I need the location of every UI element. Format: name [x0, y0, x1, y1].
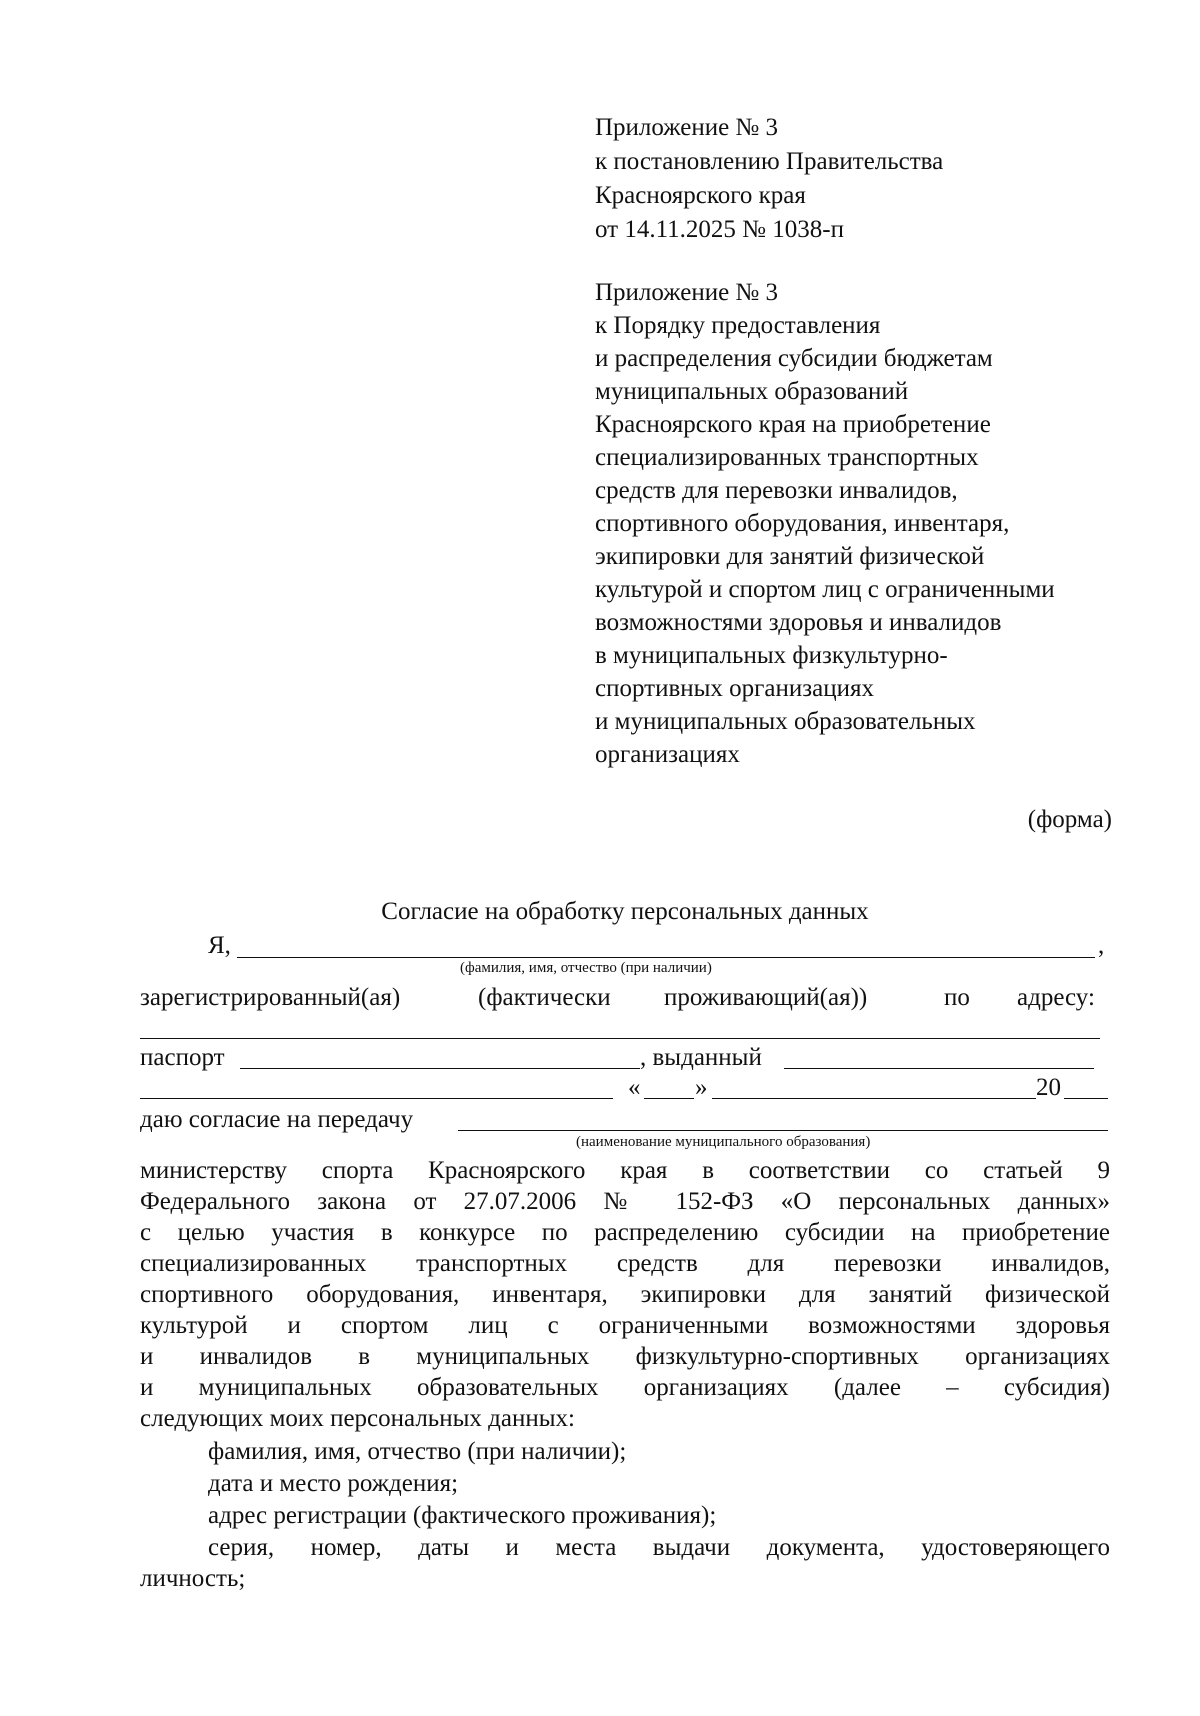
- passport-number-field[interactable]: [240, 1068, 640, 1069]
- comma-label: ,: [1098, 932, 1105, 959]
- issue-year-field[interactable]: [1064, 1098, 1108, 1099]
- list-item-continued: личность;: [140, 1565, 246, 1592]
- header1-line: Красноярского края: [595, 182, 806, 209]
- passport-label: паспорт: [140, 1044, 225, 1071]
- body-line: культурой и спортом лиц с ограниченными возможностями здоровья: [140, 1312, 1110, 1339]
- consent-transfer-label: даю согласие на передачу: [140, 1106, 414, 1133]
- header2-line: муниципальных образований: [595, 378, 909, 405]
- municipality-hint: (наименование муниципального образования): [576, 1134, 871, 1150]
- reg-word: по: [944, 984, 970, 1011]
- header2-line: и распределения субсидии бюджетам: [595, 345, 993, 372]
- reg-word: проживающий(ая)): [664, 984, 868, 1011]
- body-line: и муниципальных образовательных организациях (далее – субсидия): [140, 1374, 1110, 1401]
- document-title: Согласие на обработку персональных данных: [381, 898, 869, 925]
- header2-line: спортивных организациях: [595, 675, 875, 702]
- body-line: Федерального закона от 27.07.2006 № 152-ФЗ «О персональных данных»: [140, 1188, 1110, 1215]
- header2-line: в муниципальных физкультурно-: [595, 642, 948, 669]
- body-line: следующих моих персональных данных:: [140, 1405, 575, 1432]
- header1-line: Приложение № 3: [595, 114, 779, 141]
- list-item: адрес регистрации (фактического проживания);: [208, 1502, 717, 1529]
- quote-close: »: [695, 1074, 708, 1101]
- issue-day-field[interactable]: [644, 1098, 694, 1099]
- issued-by-field-continued[interactable]: [140, 1098, 613, 1099]
- reg-word: зарегистрированный(ая): [140, 984, 401, 1011]
- header1-line: от 14.11.2025 № 1038-п: [595, 216, 844, 243]
- issued-label: , выданный: [640, 1044, 762, 1071]
- ya-label: Я,: [208, 932, 231, 959]
- header2-line: средств для перевозки инвалидов,: [595, 477, 958, 504]
- header2-line: экипировки для занятий физической: [595, 543, 985, 570]
- issued-by-field[interactable]: [784, 1068, 1094, 1069]
- header2-line: возможностями здоровья и инвалидов: [595, 609, 1002, 636]
- address-field[interactable]: [140, 1038, 1100, 1039]
- header1-line: к постановлению Правительства: [595, 148, 944, 175]
- header2-line: и муниципальных образовательных: [595, 708, 976, 735]
- municipality-field[interactable]: [458, 1130, 1108, 1131]
- list-item: фамилия, имя, отчество (при наличии);: [208, 1438, 627, 1465]
- form-label: (форма): [1027, 806, 1112, 833]
- reg-word: (фактически: [478, 984, 611, 1011]
- fio-hint: (фамилия, имя, отчество (при наличии): [460, 960, 712, 976]
- fio-field[interactable]: [237, 957, 1095, 958]
- body-line: и инвалидов в муниципальных физкультурно-спортивных организациях: [140, 1343, 1110, 1370]
- reg-word: адресу:: [1017, 984, 1095, 1011]
- header2-line: специализированных транспортных: [595, 444, 979, 471]
- body-line: специализированных транспортных средств для перевозки инвалидов,: [140, 1250, 1110, 1277]
- header2-line: спортивного оборудования, инвентаря,: [595, 510, 1010, 537]
- list-item: дата и место рождения;: [208, 1470, 459, 1497]
- list-item: серия, номер, даты и места выдачи документа, удостоверяющего: [208, 1534, 1110, 1561]
- header2-line: Красноярского края на приобретение: [595, 411, 991, 438]
- issue-month-field[interactable]: [712, 1098, 1036, 1099]
- body-line: спортивного оборудования, инвентаря, экипировки для занятий физической: [140, 1281, 1110, 1308]
- body-line: с целью участия в конкурсе по распределению субсидии на приобретение: [140, 1219, 1110, 1246]
- header2-line: организациях: [595, 741, 740, 768]
- year-prefix: 20: [1036, 1074, 1061, 1101]
- header2-line: культурой и спортом лиц с ограниченными: [595, 576, 1055, 603]
- header2-line: к Порядку предоставления: [595, 312, 881, 339]
- body-line: министерству спорта Красноярского края в соответствии со статьей 9: [140, 1157, 1110, 1184]
- header2-line: Приложение № 3: [595, 279, 779, 306]
- quote-open: «: [628, 1074, 641, 1101]
